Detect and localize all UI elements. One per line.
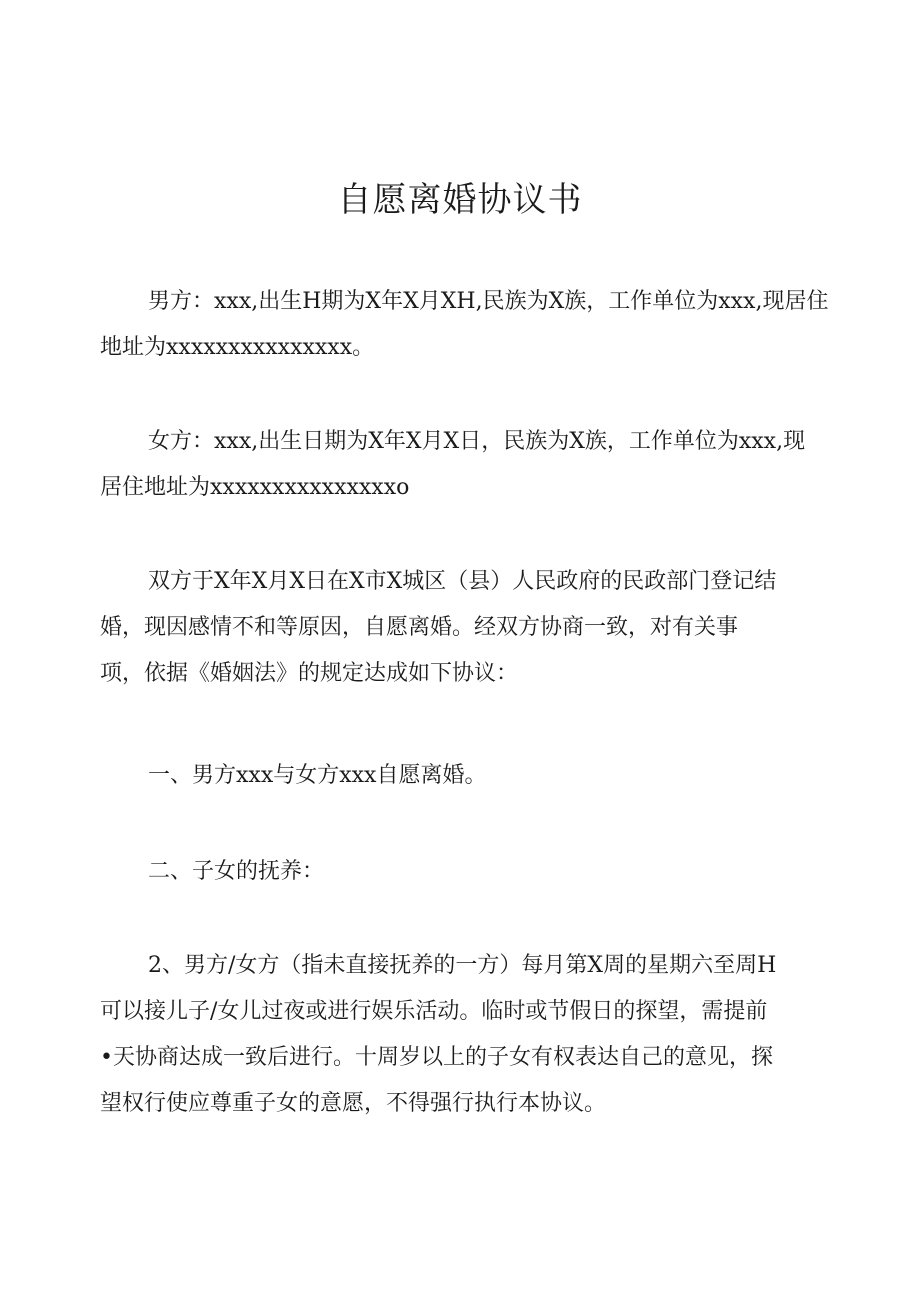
document-title: 自愿离婚协议书 (337, 180, 583, 220)
clause-one-divorce (100, 753, 815, 799)
paragraph-line: 项，依据《婚姻法》的规定达成如下协议： (100, 661, 519, 686)
clause-visitation (100, 943, 815, 1127)
paragraph-line: 居住地址为xxxxxxxxxxxxxxxo (100, 475, 410, 500)
paragraph-line: 男方：xxx,出生H期为X年X月XH,民族为X族，工作单位为xxx,现居住 (148, 289, 829, 314)
paragraph-line: 女方：xxx,出生日期为X年X月X日，民族为X族，工作单位为xxx,现 (148, 429, 806, 454)
paragraph-line: 一、男方xxx与女方xxx自愿离婚。 (148, 763, 487, 788)
paragraph-female-party (100, 419, 815, 511)
paragraph-line: 二、子女的抚养： (148, 859, 325, 884)
paragraph-line: 地址为xxxxxxxxxxxxxxx。 (100, 335, 375, 360)
paragraph-marriage-registration (100, 559, 815, 697)
paragraph-line: 2、男方/女方（指未直接抚养的一方）每月第X周的星期六至周H (148, 953, 777, 978)
paragraph-line: 婚，现因感情不和等原因，自愿离婚。经双方协商一致，对有关事 (100, 615, 739, 640)
paragraph-line: 可以接儿子/女儿过夜或进行娱乐活动。临时或节假日的探望，需提前 (100, 999, 768, 1024)
clause-two-heading (100, 849, 815, 895)
paragraph-male-party (100, 279, 829, 371)
paragraph-line: 望权行使应尊重子女的意愿，不得强行执行本协议。 (100, 1091, 607, 1116)
paragraph-line: 双方于X年X月X日在X市X城区（县）人民政府的民政部门登记结 (148, 569, 777, 594)
paragraph-line: •天协商达成一致后进行。十周岁以上的子女有权表达自己的意见，探 (100, 1045, 773, 1070)
